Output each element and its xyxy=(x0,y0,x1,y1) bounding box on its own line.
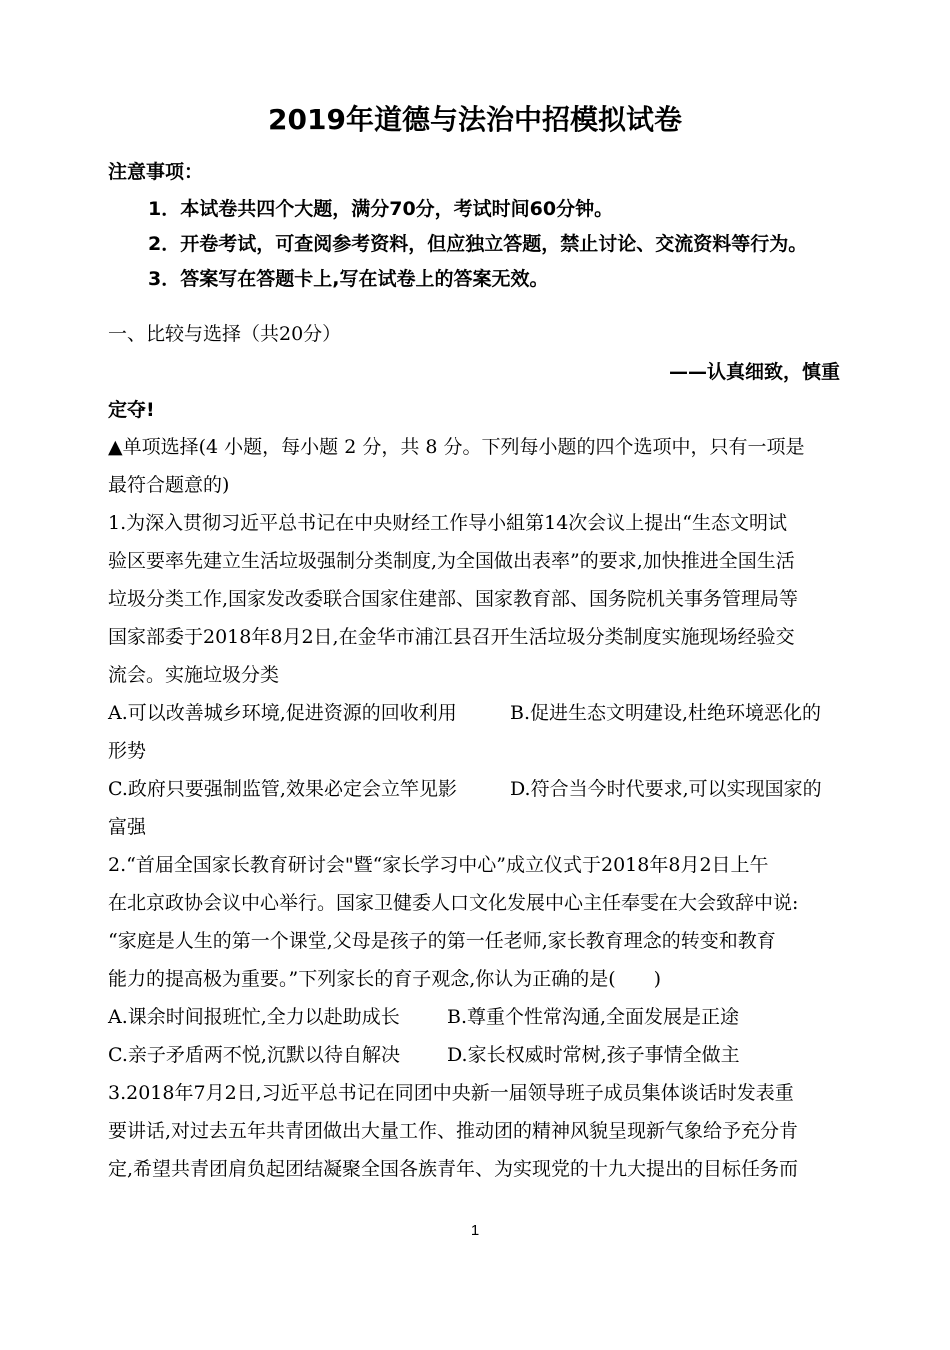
section-motto-line-1: ——认真细致，慎重 xyxy=(668,361,840,383)
notice-item-2: 2．开卷考试，可查阅参考资料，但应独立答题，禁止讨论、交流资料等行为。 xyxy=(148,233,808,255)
q2-option-c: C.亲子矛盾两不悦,沉默以待自解决 xyxy=(108,1044,400,1066)
q1-line-1: 1.为深入贯彻习近平总书记在中央财经工作导小組第14次会议上提出“生态文明试 xyxy=(108,512,788,534)
section-heading: 一、比较与选择（共20分） xyxy=(108,323,342,345)
instruction-line-1: ▲单项选择(4 小题，每小题 2 分，共 8 分。下列每小题的四个选项中，只有一项是 xyxy=(108,436,805,458)
notice-item-1: 1．本试卷共四个大题，满分70分，考试时间60分钟。 xyxy=(148,198,614,220)
q2-option-d: D.家长权威时常树,孩子事情全做主 xyxy=(447,1044,740,1066)
notice-heading: 注意事项： xyxy=(108,161,204,183)
q2-line-1: 2.“首届全国家长教育研讨会"暨“家长学习中心”成立仪式于2018年8月2日上午 xyxy=(108,854,769,876)
q1-option-d-continued: 富强 xyxy=(108,816,147,838)
section-motto-line-2: 定夺! xyxy=(108,399,155,421)
q1-option-c: C.政府只要强制监管,效果必定会立竿见影 xyxy=(108,778,457,800)
q2-option-a: A.课余时间报班忙,全力以赴助成长 xyxy=(108,1006,400,1028)
q3-line-3: 定,希望共青团肩负起团结凝聚全国各族青年、为实现党的十九大提出的目标任务而 xyxy=(108,1158,799,1180)
q2-line-3: “家庭是人生的第一个课堂,父母是孩子的第一任老师,家长教育理念的转变和教育 xyxy=(108,930,776,952)
q1-option-b: B.促进生态文明建设,杜绝环境恶化的 xyxy=(510,702,822,724)
q1-option-d: D.符合当今时代要求,可以实现国家的 xyxy=(510,778,822,800)
q3-line-2: 要讲话,对过去五年共青团做出大量工作、推动团的精神风貌呈现新气象给予充分肯 xyxy=(108,1120,799,1142)
q1-option-a: A.可以改善城乡环境,促进资源的回收利用 xyxy=(108,702,457,724)
q2-line-4: 能力的提高极为重要。”下列家长的育子观念,你认为正确的是( ) xyxy=(108,968,662,990)
q1-line-2: 验区要率先建立生活垃圾强制分类制度,为全国做出表率”的要求,加快推进全国生活 xyxy=(108,550,795,572)
q1-option-b-continued: 形势 xyxy=(108,740,147,762)
q1-line-4: 国家部委于2018年8月2日,在金华市浦江县召开生活垃圾分类制度实施现场经验交 xyxy=(108,626,795,648)
q3-line-1: 3.2018年7月2日,习近平总书记在同团中央新一届领导班子成员集体谈话时发表重 xyxy=(108,1082,794,1104)
instruction-line-2: 最符合题意的) xyxy=(108,474,230,496)
q1-line-5: 流会。实施垃圾分类 xyxy=(108,664,280,686)
q2-line-2: 在北京政协会议中心举行。国家卫健委人口文化发展中心主任奉雯在大会致辞中说: xyxy=(108,892,799,914)
notice-item-3: 3．答案写在答题卡上,写在试卷上的答案无效。 xyxy=(148,268,549,290)
exam-title: 2019年道德与法治中招模拟试卷 xyxy=(268,103,682,136)
q1-line-3: 垃圾分类工作,国家发改委联合国家住建部、国家教育部、国务院机关事务管理局等 xyxy=(108,588,799,610)
q2-option-b: B.尊重个性常沟通,全面发展是正途 xyxy=(447,1006,740,1028)
page-number: 1 xyxy=(470,1222,480,1239)
